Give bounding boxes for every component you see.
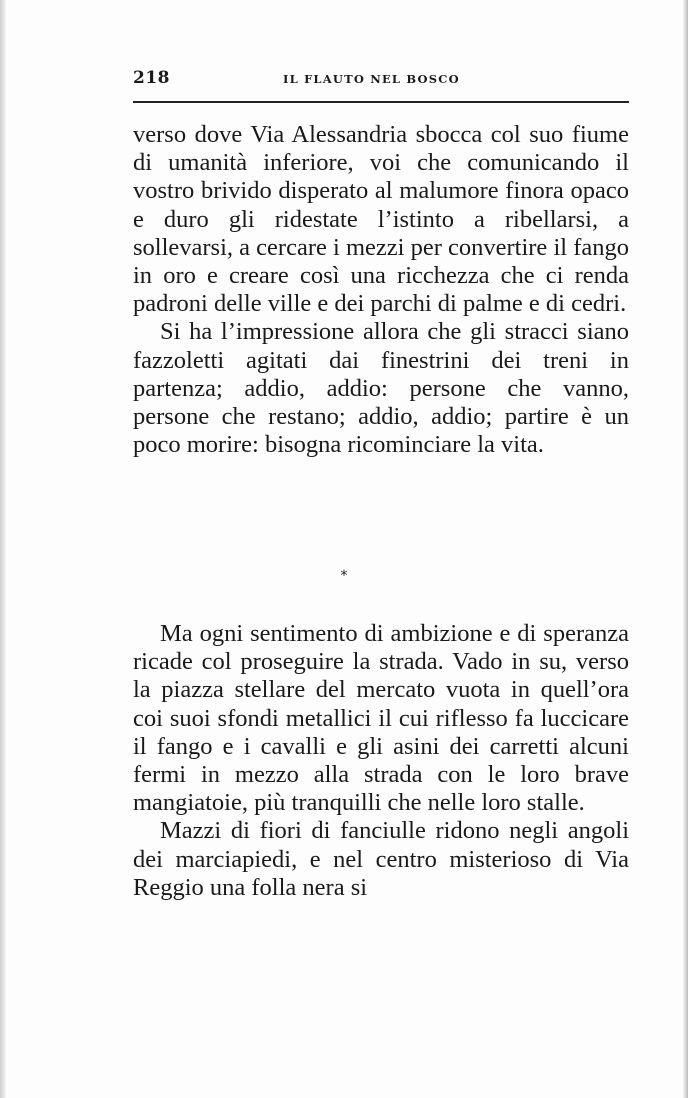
section-separator: * [340, 568, 348, 584]
running-head: IL FLAUTO NEL BOSCO [283, 72, 460, 86]
paragraph-continued: verso dove Via Alessandria sbocca col suo fiume di umanità inferiore, voi che comunicando il vostro brivido disperato al malumore finora opaco e duro gli ridestate l’istinto a ribellarsi, a sollevarsi, a cercare i mezzi per convertire il fango in oro e creare così una ricchezza che ci renda padroni delle ville e dei parchi di palme e di cedri. [133, 121, 629, 318]
text-block-top [133, 121, 629, 459]
page-number: 218 [133, 68, 170, 88]
page-left-edge [0, 0, 6, 1098]
header-rule [133, 101, 629, 103]
paragraph: Si ha l’impressione allora che gli stracci siano fazzoletti agitati dai finestrini dei treni in partenza; addio, addio: persone che vanno, persone che restano; addio, addio; partire è un poco morire: bisogna ricominciare la vita. [133, 318, 629, 459]
paragraph: Ma ogni sentimento di ambizione e di speranza ricade col proseguire la strada. Vado in su, verso la piazza stellare del mercato vuota in quell’ora coi suoi sfondi metallici il cui riflesso fa luccicare il fango e i cavalli e gli asini dei carretti alcuni fermi in mezzo alla strada con le loro brave mangiatoie, più tranquilli che nelle loro stalle. [133, 620, 629, 817]
page-header [133, 68, 629, 94]
paragraph: Mazzi di fiori di fanciulle ridono negli angoli dei marciapiedi, e nel centro misterioso di Via Reggio una folla nera si [133, 817, 629, 901]
page-right-edge [683, 0, 688, 1098]
text-block-bottom [133, 620, 629, 902]
